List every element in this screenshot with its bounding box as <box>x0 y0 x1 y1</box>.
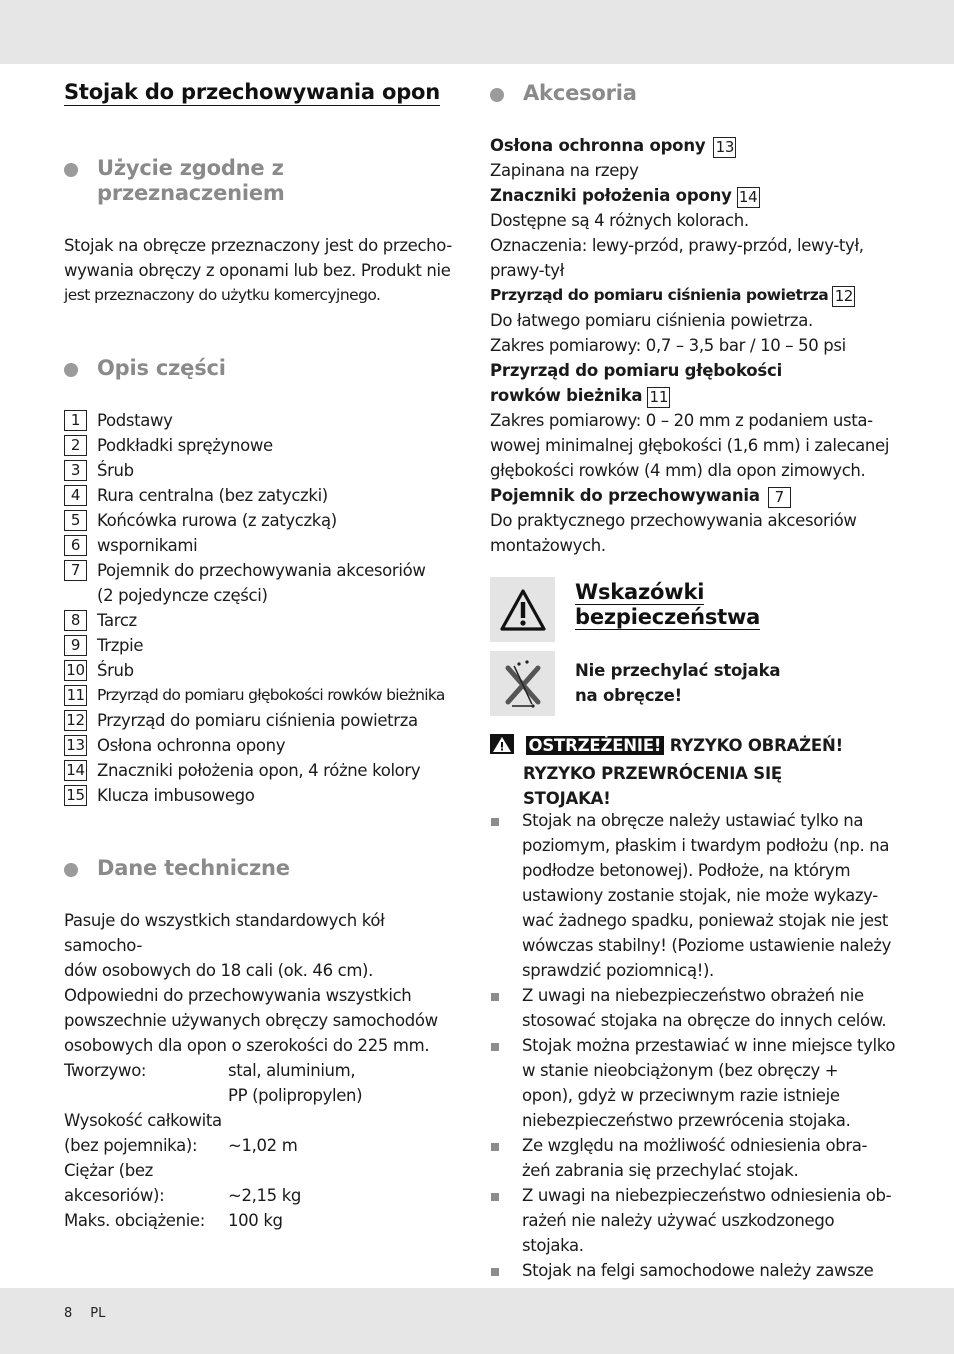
spec-row: (bez pojemnika): ~1,02 m <box>64 1136 298 1155</box>
intended-use-text: Stojak na obręcze przeznaczony jest do przecho- wywania obręczy z oponami lub bez. Produkt nie jest przeznaczony do użytku komercyjnego. <box>64 236 452 304</box>
part-item: 5 Końcówka rurowa (z zatyczką) <box>64 508 474 533</box>
section-accessories-heading <box>490 81 637 106</box>
safety-bullet-list <box>490 808 900 1283</box>
top-band <box>0 0 954 64</box>
page-number: 8 <box>64 1306 73 1321</box>
part-number: 3 <box>64 460 87 481</box>
spec-row: PP (polipropylen) <box>228 1086 363 1105</box>
section-parts-heading <box>64 356 226 381</box>
bullet-square <box>491 1268 499 1276</box>
part-number: 14 <box>64 760 87 781</box>
part-number: 14 <box>737 187 760 208</box>
part-item: 9 Trzpie <box>64 633 474 658</box>
part-item: 4 Rura centralna (bez zatyczki) <box>64 483 474 508</box>
list-item: Z uwagi na niebezpieczeństwo obrażeń nie stosować stojaka na obręcze do innych celów. <box>490 983 900 1033</box>
spec-row: Ciężar (bez <box>64 1161 153 1180</box>
section-title: Dane techniczne <box>97 856 290 880</box>
section-bullet <box>490 88 504 102</box>
list-item: Ze względu na możliwość odniesienia obra- żeń zabrania się przechylać stojak. <box>490 1133 900 1183</box>
accessory-title: Osłona ochronna opony 13 <box>490 133 900 158</box>
spec-row: Wysokość całkowita <box>64 1111 222 1130</box>
part-number: 11 <box>647 387 670 408</box>
part-number: 6 <box>64 535 87 556</box>
part-number: 15 <box>64 785 87 806</box>
warning-triangle-icon <box>490 577 555 642</box>
part-item: 11 Przyrząd do pomiaru głębokości rowków bieżnika <box>64 683 474 708</box>
section-title: Opis części <box>97 356 226 380</box>
part-item: 8 Tarcz <box>64 608 474 633</box>
tech-text: Pasuje do wszystkich standardowych kół samocho- dów osobowych do 18 cali (ok. 46 cm). Odpowiedni do przechowywania wszystkich powszechnie używanych obręczy samochodów osobowych dla opon o szerokości do 225 mm. <box>64 911 438 1055</box>
part-number: 5 <box>64 510 87 531</box>
part-number: 13 <box>64 735 87 756</box>
spec-row: Tworzywo: stal, aluminium, <box>64 1061 356 1080</box>
section-title: Akcesoria <box>523 81 637 105</box>
page-footer <box>64 1306 123 1321</box>
no-tilt-warning: Nie przechylać stojaka na obręcze! <box>575 661 781 705</box>
part-number: 4 <box>64 485 87 506</box>
accessory-title: Przyrząd do pomiaru ciśnienia powietrza 12 <box>490 283 900 308</box>
section-tech-heading <box>64 856 290 881</box>
accessory-title: rowków bieżnika 11 <box>490 383 900 408</box>
main-title: Stojak do przechowywania opon <box>64 80 441 104</box>
bullet-square <box>491 818 499 826</box>
accessories-list: Osłona ochronna opony 13 Zapinana na rzepy Znaczniki położenia opony 14 Dostępne są 4 różnych kolorach. Oznaczenia: lewy-przód, prawy-przód, lewy-tył, prawy-tył Przyrząd do pomiaru ciśnienia powietrza 12 Do łatwego pomiaru ciśnienia powietrza. Zakres pomiarowy: 0,7 – 3,5 bar / 10 – 50 psi Przyrząd do pomiaru głębokości rowków bieżnika 11 Zakres pomiarowy: 0 – 20 mm z podaniem usta- wowej minimalnej głębokości (1,6 mm) i zalecanej głębokości rowków (4 mm) dla opon zimowych. Pojemnik do przechowywania 7 Do praktycznego przechowywania akcesoriów montażowych. <box>490 133 900 558</box>
part-number: 8 <box>64 610 87 631</box>
part-number: 7 <box>768 487 791 508</box>
part-number: 11 <box>64 685 87 706</box>
part-item: 3 Śrub <box>64 458 474 483</box>
part-item: 1 Podstawy <box>64 408 474 433</box>
part-number: 10 <box>64 660 87 681</box>
part-number: 9 <box>64 635 87 656</box>
section-bullet <box>64 163 78 177</box>
part-item: 13 Osłona ochronna opony <box>64 733 474 758</box>
list-item: Z uwagi na niebezpieczeństwo odniesienia ob- rażeń nie należy używać uszkodzonego stojaka. <box>490 1183 900 1258</box>
bullet-square <box>491 1143 499 1151</box>
part-item: 2 Podkładki sprężynowe <box>64 433 474 458</box>
warning-block: OSTRZEŻENIE! RYZYKO OBRAŻEŃ! RYZYKO PRZEWRÓCENIA SIĘ STOJAKA! <box>490 733 900 811</box>
part-item: 10 Śrub <box>64 658 474 683</box>
accessory-title: Pojemnik do przechowywania 7 <box>490 483 900 508</box>
section-title: Użycie zgodne z przeznaczeniem <box>97 156 285 205</box>
part-item: 15 Klucza imbusowego <box>64 783 474 808</box>
accessory-title: Przyrząd do pomiaru głębokości <box>490 361 783 380</box>
list-item: Stojak na felgi samochodowe należy zawsze <box>490 1258 900 1283</box>
list-item: Stojak można przestawiać w inne miejsce tylko w stanie nieobciążonym (bez obręczy + opon), gdyż w przeciwnym razie istnieje niebezpieczeństwo przewrócenia stojaka. <box>490 1033 900 1133</box>
bullet-square <box>491 993 499 1001</box>
part-number: 1 <box>64 410 87 431</box>
no-tilting-icon <box>490 651 555 716</box>
accessory-title: Znaczniki położenia opony 14 <box>490 183 900 208</box>
part-item: 7 Pojemnik do przechowywania akcesoriów (2 pojedyncze części) <box>64 558 474 608</box>
safety-title: Wskazówki bezpieczeństwa <box>575 580 761 629</box>
part-number: 13 <box>713 137 736 158</box>
language-code: PL <box>90 1306 106 1321</box>
warning-small-icon <box>490 734 514 761</box>
part-number: 12 <box>832 286 855 307</box>
part-number: 2 <box>64 435 87 456</box>
spec-row: akcesoriów): ~2,15 kg <box>64 1186 302 1205</box>
part-item: 12 Przyrząd do pomiaru ciśnienia powietrza <box>64 708 474 733</box>
list-item: Stojak na obręcze należy ustawiać tylko na poziomym, płaskim i twardym podłożu (np. na podłodze betonowej). Podłoże, na którym ustawiony zostanie stojak, nie może wykazy- wać żadnego spadku, ponieważ stojak nie jest wówczas stabilny! (Poziome ustawienie należy sprawdzić poziomnicą!). <box>490 808 900 983</box>
warning-badge: OSTRZEŻENIE! <box>526 736 665 755</box>
section-intended-use-heading <box>64 156 285 206</box>
bottom-band <box>0 1288 954 1354</box>
section-bullet <box>64 863 78 877</box>
part-number: 7 <box>64 560 87 581</box>
bullet-square <box>491 1193 499 1201</box>
part-item: 6 wspornikami <box>64 533 474 558</box>
parts-list <box>64 408 474 808</box>
section-bullet <box>64 363 78 377</box>
part-item: 14 Znaczniki położenia opon, 4 różne kolory <box>64 758 474 783</box>
bullet-square <box>491 1043 499 1051</box>
spec-row: Maks. obciążenie: 100 kg <box>64 1211 283 1230</box>
spec-table <box>64 1058 464 1233</box>
part-number: 12 <box>64 710 87 731</box>
